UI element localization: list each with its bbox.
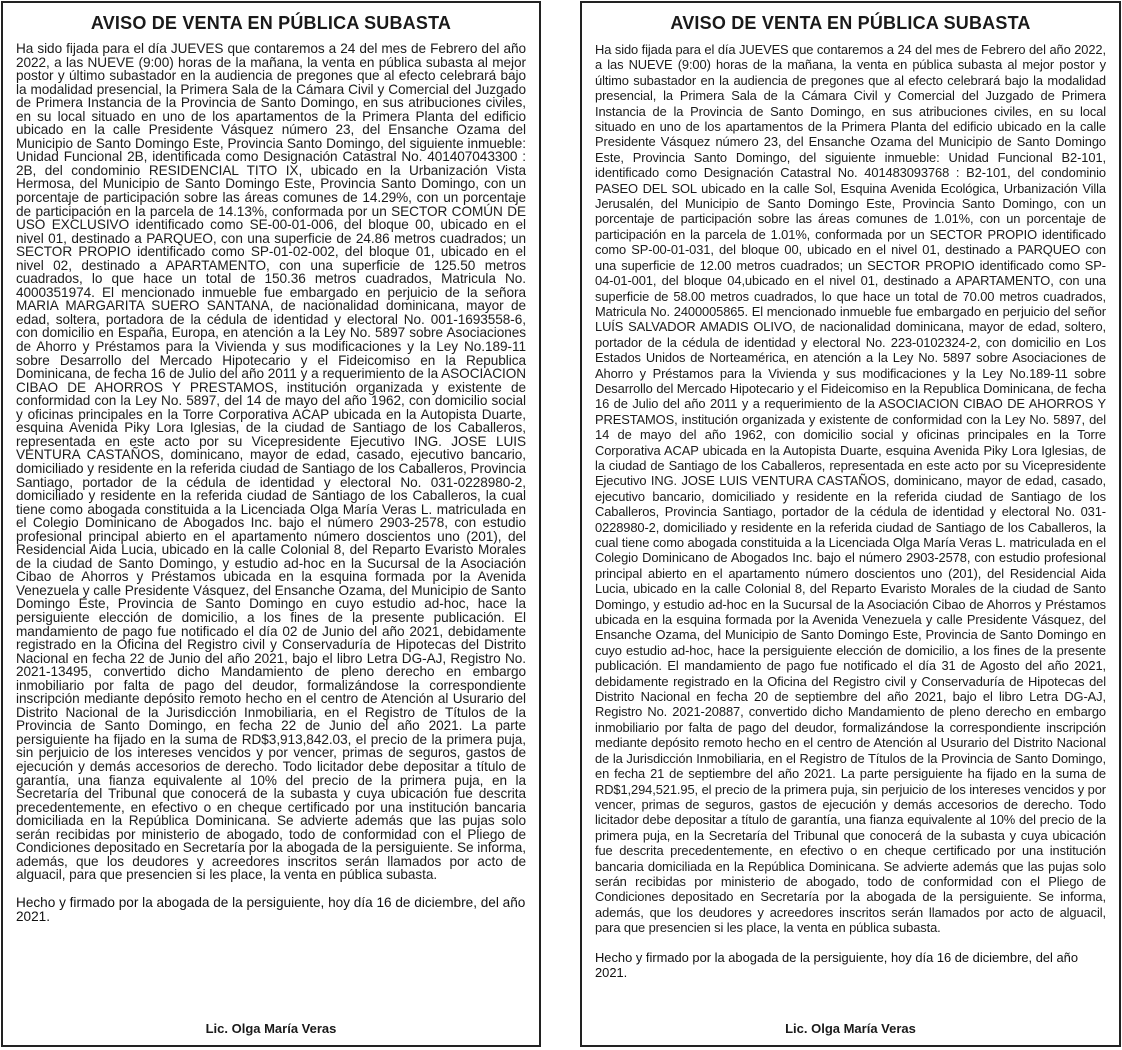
notice-right (580, 1, 1121, 1047)
notice-signature: Lic. Olga María Veras (205, 1021, 337, 1036)
notice-left (1, 1, 541, 1047)
notice-body: Ha sido fijada para el día JUEVES que contaremos a 24 del mes de Febrero del año 2022, a las NUEVE (9:00) horas de la mañana, la venta en pública subasta al mejor postor y último subastador en la audiencia de pregones que al efecto celebrará bajo la modalidad presencial, la Primera Sala de la Cámara Civil y Comercial del Juzgado de Primera Instancia de la Provincia de Santo Domingo, en sus atribuciones civiles, en su local situado en uno de los apartamentos de la Primera Planta del edificio ubicado en la calle Presidente Vásquez número 23, del Ensanche Ozama del Municipio de Santo Domingo Este, Provincia Santo Domingo, del siguiente inmueble: Unidad Funcional 2B, identificada como Designación Catastral No. 401407043300 : 2B, del condominio RESIDENCIAL TITO IX, ubicado en la Urbanización Vista Hermosa, del Municipio de Santo Domingo Este, Provincia Santo Domingo, con un porcentaje de participación sobre las áreas comunes de 14.29%, con un porcentaje de participación en la parcela de 14.13%, conformada por un SECTOR COMÚN DE USO EXCLUSIVO identificado como SE-00-01-006, del bloque 00, ubicado en el nivel 01, destinado a PARQUEO, con una superficie de 24.86 metros cuadrados; un SECTOR PROPIO identificado como SP-01-02-002, del bloque 01, ubicado en el nivel 02, destinado a APARTAMENTO, con una superficie de 125.50 metros cuadrados, lo que hace un total de 150.36 metros cuadrados, Matricula No. 4000351974. El mencionado inmueble fue embargado en perjuicio de la señora MARIA MARGARITA SUERO SANTANA, de nacionalidad dominicana, mayor de edad, soltera, portadora de la cédula de identidad y electoral No. 001-1693558-6, con domicilio en España, Europa, en atención a la Ley No. 5897 sobre Asociaciones de Ahorro y Préstamos para la Vivienda y sus modificaciones y la Ley No.189-11 sobre Desarrollo del Mercado Hipotecario y el Fideicomiso en la Republica Dominicana, de fecha 16 de Julio del año 2011 y a requerimiento de la ASOCIACION CIBAO DE AHORROS Y PRESTAMOS, institución organizada y existente de conformidad con la Ley No. 5897, del 14 de mayo del año 1962, con domicilio social y oficinas principales en la Torre Corporativa ACAP ubicada en la Autopista Duarte, esquina Avenida Piky Lora Iglesias, de la ciudad de Santiago de los Caballeros, representada en este acto por su Vicepresidente Ejecutivo ING. JOSE LUIS VENTURA CASTAÑOS, dominicano, mayor de edad, casado, ejecutivo bancario, domiciliado y residente en la referida ciudad de Santiago de los Caballeros, Provincia Santiago, portador de la cédula de identidad y electoral No. 031-0228980-2, domiciliado y residente en la referida ciudad de Santiago de los Caballeros, la cual tiene como abogada constituida a la Licenciada Olga María Veras L. matriculada en el Colegio Dominicano de Abogados Inc. bajo el número 2903-2578, con estudio profesional principal abierto en el apartamento número doscientos uno (201), del Residencial Aida Lucia, ubicado en la calle Colonial 8, del Reparto Evaristo Morales de la ciudad de Santo Domingo, y estudio ad-hoc en la Sucursal de la Asociación Cibao de Ahorros y Préstamos ubicada en la esquina formada por la Avenida Venezuela y calle Presidente Vásquez, del Ensanche Ozama, del Municipio de Santo Domingo Este, Provincia de Santo Domingo en cuyo estudio ad-hoc, hace la persiguiente elección de domicilio, a los fines de la presente publicación. El mandamiento de pago fue notificado el día 02 de Junio del año 2021, debidamente registrado en la Oficina del Registro civil y Conservaduría de Hipotecas del Distrito Nacional en fecha 22 de Junio del año 2021, bajo el libro Letra DG-AJ, Registro No. 2021-13495, convertido dicho Mandamiento de pleno derecho en embargo inmobiliario por falta de pago del deudor, formalizándose la correspondiente inscripción mediante depósito remoto hecho en el centro de Atención al Usurario del Distrito Nacional de la Jurisdicción Inmobiliaria, en el Registro de Títulos de la Provincia de Santo Domingo, en fecha 22 de Junio del año 2021. La parte persiguiente ha fijado en la suma de RD$3,913,842.03, el precio de la primera puja, sin perjuicio de los intereses vencidos y por vencer, primas de seguros, gastos de ejecución y demás accesorios de derecho. Todo licitador debe depositar a título de garantía, una fianza equivalente al 10% del precio de la primera puja, en la Secretaría del Tribunal que conocerá de la subasta y cuya ubicación fue descrita precedentemente, en efectivo o en cheque certificado por una institución bancaria domiciliada en la República Dominicana. Se advierte además que las pujas solo serán recibidas por ministerio de abogado, todo de conformidad con el Pliego de Condiciones depositado en Secretaría por la abogada de la persiguiente. Se informa, además, que los deudores y acreedores inscritos serán llamados por acto de alguacil, para que presencien si les place, la venta en pública subasta. (16, 41, 526, 883)
notice-closing: Hecho y firmado por la abogada de la persiguiente, hoy día 16 de diciembre, del año 2021. (16, 894, 526, 924)
notice-signature: Lic. Olga María Veras (785, 1021, 916, 1036)
notice-title: AVISO DE VENTA EN PÚBLICA SUBASTA (670, 13, 1031, 33)
notice-title: AVISO DE VENTA EN PÚBLICA SUBASTA (90, 13, 452, 33)
notice-body: Ha sido fijada para el día JUEVES que contaremos a 24 del mes de Febrero del año 2022, a las NUEVE (9:00) horas de la mañana, la venta en pública subasta al mejor postor y último subastador en la audiencia de pregones que al efecto celebrará bajo la modalidad presencial, la Primera Sala de la Cámara Civil y Comercial del Juzgado de Primera Instancia de la Provincia de Santo Domingo, en sus atribuciones civiles, en su local situado en uno de los apartamentos de la Primera Planta del edificio ubicado en la calle Presidente Vásquez número 23, del Ensanche Ozama del Municipio de Santo Domingo Este, Provincia Santo Domingo, del siguiente inmueble: Unidad Funcional B2-101, identificado como Designación Catastral No. 401483093768 : B2-101, del condominio PASEO DEL SOL ubicado en la calle Sol, Esquina Avenida Ecológica, Urbanización Villa Jerusalén, del Municipio de Santo Domingo Este, Provincia Santo Domingo, con un porcentaje de participación sobre las áreas comunes de 1.01%, con un porcentaje de participación en la parcela de 1.01%, conformada por un SECTOR PROPIO identificado como SP-00-01-031, del bloque 00, ubicado en el nivel 01, destinado a PARQUEO con una superficie de 12.00 metros cuadrados; un SECTOR PROPIO identificado como SP-04-01-001, del bloque 04,ubicado en el nivel 01, destinado a APARTAMENTO, con una superficie de 58.00 metros cuadrados, lo que hace un total de 70.00 metros cuadrados, Matricula No. 2400005865. El mencionado inmueble fue embargado en perjuicio del señor LUÍS SALVADOR AMADIS OLIVO, de nacionalidad dominicana, mayor de edad, soltero, portador de la cédula de identidad y electoral No. 223-0102324-2, con domicilio en Los Estados Unidos de Norteamérica, en atención a la Ley No. 5897 sobre Asociaciones de Ahorro y Préstamos para la Vivienda y sus modificaciones y la Ley No.189-11 sobre Desarrollo del Mercado Hipotecario y el Fideicomiso en la Republica Dominicana, de fecha 16 de Julio del año 2011 y a requerimiento de la ASOCIACION CIBAO DE AHORROS Y PRESTAMOS, institución organizada y existente de conformidad con la Ley No. 5897, del 14 de mayo del año 1962, con domicilio social y oficinas principales en la Torre Corporativa ACAP ubicada en la Autopista Duarte, esquina Avenida Piky Lora Iglesias, de la ciudad de Santiago de los Caballeros, representada en este acto por su Vicepresidente Ejecutivo ING. JOSE LUIS VENTURA CASTAÑOS, dominicano, mayor de edad, casado, ejecutivo bancario, domiciliado y residente en la referida ciudad de Santiago de los Caballeros, Provincia Santiago, portador de la cédula de identidad y electoral No. 031-0228980-2, domiciliado y residente en la referida ciudad de Santiago de los Caballeros, la cual tiene como abogada constituida a la Licenciada Olga María Veras L. matriculada en el Colegio Dominicano de Abogados Inc. bajo el número 2903-2578, con estudio profesional principal abierto en el apartamento número doscientos uno (201), del Residencial Aida Lucia, ubicado en la calle Colonial 8, del Reparto Evaristo Morales de la ciudad de Santo Domingo, y estudio ad-hoc en la Sucursal de la Asociación Cibao de Ahorros y Préstamos ubicada en la esquina formada por la Avenida Venezuela y calle Presidente Vásquez, del Ensanche Ozama, del Municipio de Santo Domingo Este, Provincia de Santo Domingo en cuyo estudio ad-hoc, hace la persiguiente elección de domicilio, a los fines de la presente publicación. El mandamiento de pago fue notificado el día 31 de Agosto del año 2021, debidamente registrado en la Oficina del Registro civil y Conservaduría de Hipotecas del Distrito Nacional en fecha 20 de septiembre del año 2021, bajo el libro Letra DG-AJ, Registro No. 2021-20887, convertido dicho Mandamiento de pleno derecho en embargo inmobiliario por falta de pago del deudor, formalizándose la correspondiente inscripción mediante depósito remoto hecho en el centro de Atención al Usurario del Distrito Nacional de la Jurisdicción Inmobiliaria, en el Registro de Títulos de la Provincia de Santo Domingo, en fecha 21 de septiembre del año 2021. La parte persiguiente ha fijado en la suma de RD$1,294,521.95, el precio de la primera puja, sin perjuicio de los intereses vencidos y por vencer, primas de seguros, gastos de ejecución y demás accesorios de derecho. Todo licitador debe depositar a título de garantía, una fianza equivalente al 10% del precio de la primera puja, en la Secretaría del Tribunal que conocerá de la subasta y cuya ubicación fue descrita precedentemente, en efectivo o en cheque certificado por una institución bancaria domiciliada en la República Dominicana. Se advierte además que las pujas solo serán recibidas por ministerio de abogado, todo de conformidad con el Pliego de Condiciones depositado en Secretaría por la abogada de la persiguiente. Se informa, además, que los deudores y acreedores inscritos serán llamados por acto de alguacil, para que presencien si les place, la venta en pública subasta. (595, 42, 1106, 936)
notice-closing: Hecho y firmado por la abogada de la persiguiente, hoy día 16 de diciembre, del año 2021. (595, 949, 1078, 980)
